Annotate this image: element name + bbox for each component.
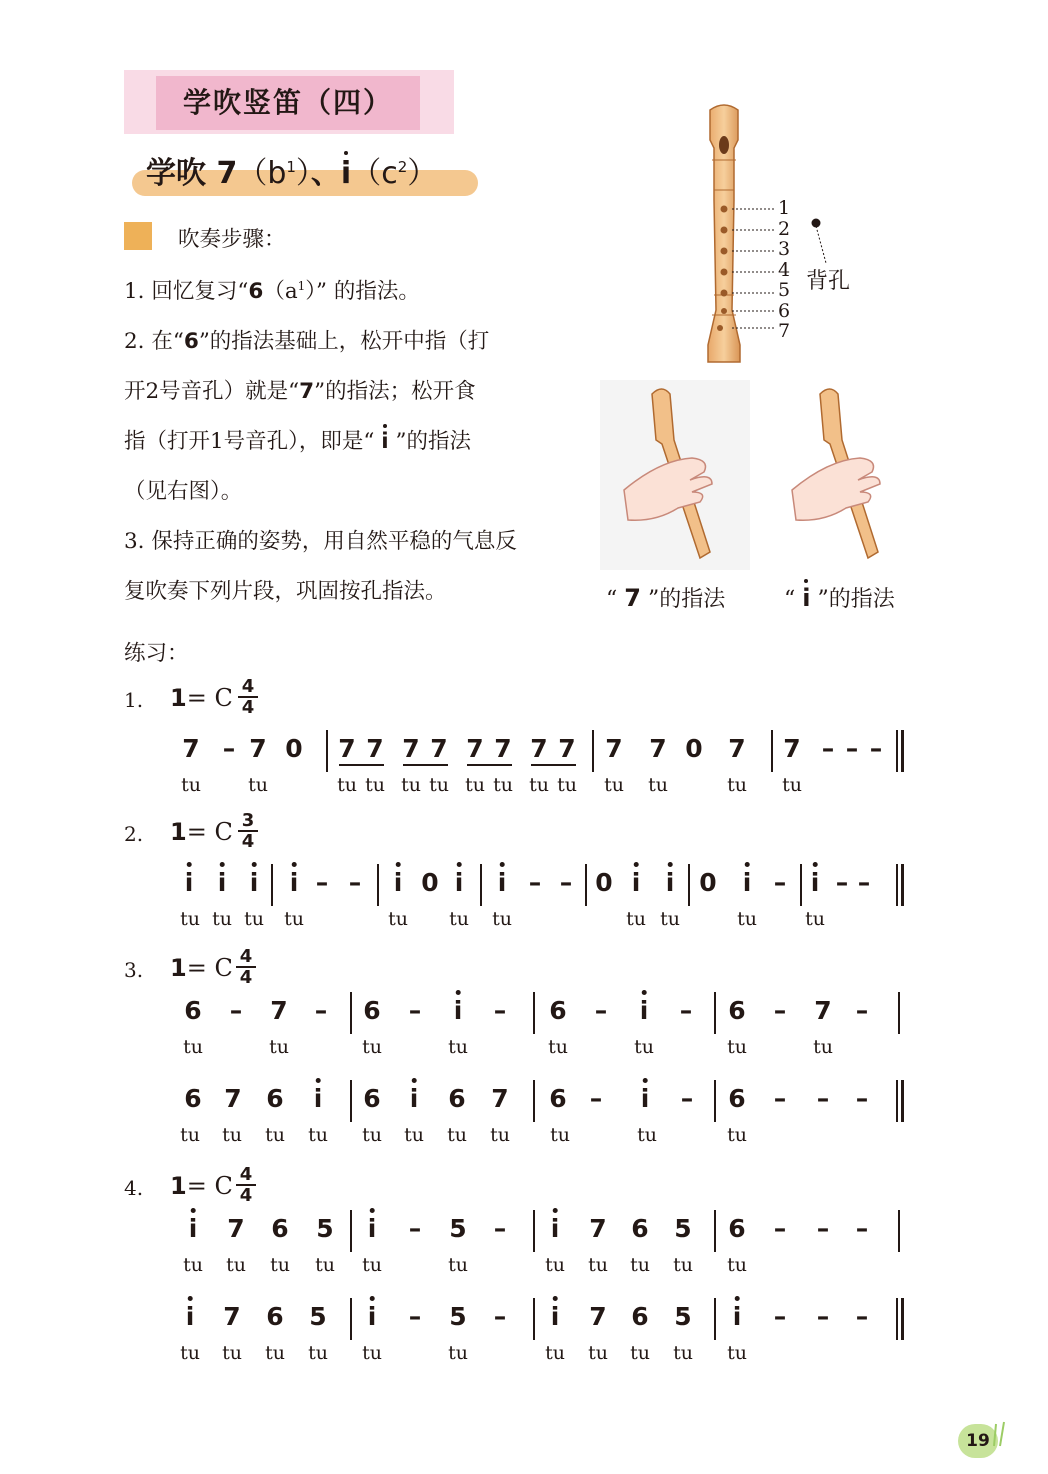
dash-note: – [855, 996, 869, 1025]
hole-number: 2 [778, 217, 791, 240]
exercise-3-key: 1= C [170, 954, 233, 982]
jianpu-note: i [665, 868, 675, 897]
jianpu-note: i [184, 868, 194, 897]
barline [350, 992, 352, 1034]
barline-final [901, 1298, 904, 1340]
dash-note: – [773, 1302, 787, 1331]
syllable-tu: tu [737, 908, 757, 930]
exercise-4-key: 1= C [170, 1172, 233, 1200]
jianpu-note: 0 [595, 868, 613, 897]
jianpu-note: i [550, 1214, 560, 1243]
barline [714, 1080, 716, 1122]
syllable-tu: tu [183, 1036, 203, 1058]
jianpu-note: 0 [285, 734, 303, 763]
dash-note: – [816, 1302, 830, 1331]
syllable-tu: tu [550, 1124, 570, 1146]
syllable-tu: tu [180, 1342, 200, 1364]
jianpu-note: 0 [421, 868, 439, 897]
jianpu-note: i [367, 1302, 377, 1331]
dash-note: – [680, 1084, 694, 1113]
jianpu-note: 7 [491, 1084, 509, 1113]
syllable-tu: tu [270, 1254, 290, 1276]
syllable-tu: tu [362, 1254, 382, 1276]
syllable-tu: tu [180, 1124, 200, 1146]
jianpu-note: 7 [783, 734, 801, 763]
jianpu-note: 6 [184, 996, 202, 1025]
barline [533, 1298, 535, 1340]
barline [714, 1298, 716, 1340]
jianpu-note: 5 [309, 1302, 327, 1331]
dash-note: – [222, 734, 236, 763]
jianpu-note: i [550, 1302, 560, 1331]
jianpu-note: 6 [549, 996, 567, 1025]
dash-note: – [773, 996, 787, 1025]
dash-note: – [855, 1214, 869, 1243]
hole-number: 1 [778, 197, 791, 219]
barline [480, 864, 482, 906]
exercise-2-time-signature: 3 4 [238, 812, 258, 850]
eighth-underline [531, 764, 576, 766]
step-2-line-1: 2. 在“6”的指法基础上，松开中指（打 [124, 329, 490, 354]
steps-heading: 吹奏步骤： [178, 227, 286, 252]
syllable-tu: tu [492, 908, 512, 930]
jianpu-note: 6 [363, 1084, 381, 1113]
syllable-tu: tu [782, 774, 802, 796]
syllable-tu: tu [183, 1254, 203, 1276]
exercise-3-time-signature: 4 4 [236, 948, 256, 986]
syllable-tu: tu [181, 774, 201, 796]
dash-note: – [559, 868, 573, 897]
syllable-tu: tu [401, 774, 421, 796]
syllable-tu: tu [493, 774, 513, 796]
jianpu-note: 7 [605, 734, 623, 763]
jianpu-note: 6 [448, 1084, 466, 1113]
jianpu-note: 6 [631, 1214, 649, 1243]
syllable-tu: tu [465, 774, 485, 796]
jianpu-note: 7 [589, 1214, 607, 1243]
hole-number: 3 [778, 238, 791, 260]
step-2-line-2: 开2号音孔）就是“7”的指法；松开食 [124, 379, 476, 404]
syllable-tu: tu [388, 908, 408, 930]
dash-note: – [408, 1302, 422, 1331]
jianpu-note: 6 [184, 1084, 202, 1113]
dash-note: – [528, 868, 542, 897]
jianpu-note: 7 [814, 996, 832, 1025]
dash-note: – [408, 996, 422, 1025]
dash-note: – [314, 996, 328, 1025]
jianpu-note: 7 [223, 1302, 241, 1331]
syllable-tu: tu [308, 1342, 328, 1364]
page-number: 19 [958, 1424, 998, 1458]
dash-note: – [408, 1214, 422, 1243]
jianpu-note: 7 [430, 734, 448, 763]
dash-note: – [229, 996, 243, 1025]
jianpu-note: 7 [649, 734, 667, 763]
jianpu-note: 7 [402, 734, 420, 763]
jianpu-note: 7 [224, 1084, 242, 1113]
jianpu-note: 6 [728, 1214, 746, 1243]
jianpu-note: 7 [530, 734, 548, 763]
jianpu-note: 0 [699, 868, 717, 897]
syllable-tu: tu [447, 1124, 467, 1146]
syllable-tu: tu [449, 908, 469, 930]
eighth-underline [339, 764, 384, 766]
eighth-underline [467, 764, 512, 766]
dash-note: – [315, 868, 329, 897]
dash-note: – [816, 1214, 830, 1243]
caption-fingering-i: “ i ”的指法 [784, 584, 895, 612]
subtitle: 学吹 $7(b^1)$、$i(c^2)$ [146, 156, 438, 191]
dash-note: – [348, 868, 362, 897]
syllable-tu: tu [548, 1036, 568, 1058]
dash-note: – [855, 1302, 869, 1331]
jianpu-note: 6 [631, 1302, 649, 1331]
jianpu-note: i [810, 868, 820, 897]
barline [533, 992, 535, 1034]
barline-final [901, 730, 904, 772]
syllable-tu: tu [248, 774, 268, 796]
barline [896, 864, 898, 906]
step-3-line-1: 3. 保持正确的姿势，用自然平稳的气息反 [124, 529, 517, 554]
hole-number: 7 [778, 320, 791, 342]
jianpu-note: i [409, 1084, 419, 1113]
jianpu-note: 5 [449, 1214, 467, 1243]
jianpu-note: i [188, 1214, 198, 1243]
syllable-tu: tu [727, 1124, 747, 1146]
jianpu-note: i [249, 868, 259, 897]
barline [585, 864, 587, 906]
jianpu-note: i [497, 868, 507, 897]
jianpu-note: i [639, 996, 649, 1025]
syllable-tu: tu [429, 774, 449, 796]
jianpu-note: i [732, 1302, 742, 1331]
jianpu-note: 5 [674, 1302, 692, 1331]
dash-note: – [835, 868, 849, 897]
barline [533, 1080, 535, 1122]
jianpu-note: 6 [271, 1214, 289, 1243]
barline [898, 1210, 900, 1252]
hole-number: 6 [778, 299, 791, 322]
dash-note: – [845, 734, 859, 763]
syllable-tu: tu [529, 774, 549, 796]
dash-note: – [857, 868, 871, 897]
barline [896, 730, 898, 772]
barline-final [901, 1080, 904, 1122]
dash-note: – [493, 1214, 507, 1243]
jianpu-note: 7 [249, 734, 267, 763]
jianpu-note: 6 [266, 1084, 284, 1113]
jianpu-note: 7 [558, 734, 576, 763]
exercise-3-number: 3. [124, 958, 144, 982]
syllable-tu: tu [490, 1124, 510, 1146]
jianpu-note: i [313, 1084, 323, 1113]
dash-note: – [594, 996, 608, 1025]
jianpu-note: 5 [674, 1214, 692, 1243]
dash-note: – [816, 1084, 830, 1113]
dash-note: – [773, 868, 787, 897]
jianpu-note: i [640, 1084, 650, 1113]
syllable-tu: tu [222, 1124, 242, 1146]
syllable-tu: tu [673, 1342, 693, 1364]
jianpu-note: 6 [266, 1302, 284, 1331]
jianpu-note: 7 [227, 1214, 245, 1243]
jianpu-note: 7 [728, 734, 746, 763]
dash-note: – [821, 734, 835, 763]
barline [350, 1080, 352, 1122]
jianpu-note: 5 [316, 1214, 334, 1243]
exercise-2-key: 1= C [170, 818, 233, 846]
jianpu-note: 5 [449, 1302, 467, 1331]
jianpu-note: i [289, 868, 299, 897]
syllable-tu: tu [244, 908, 264, 930]
syllable-tu: tu [634, 1036, 654, 1058]
caption-fingering-7: “ 7 ”的指法 [606, 584, 726, 612]
exercise-4-time-signature: 4 4 [236, 1166, 256, 1204]
step-2-line-3: 指（打开1号音孔），即是“ i ”的指法 [124, 429, 471, 454]
barline [350, 1210, 352, 1252]
syllable-tu: tu [212, 908, 232, 930]
syllable-tu: tu [813, 1036, 833, 1058]
jianpu-note: 7 [494, 734, 512, 763]
jianpu-note: 7 [182, 734, 200, 763]
dash-note: – [493, 1302, 507, 1331]
syllable-tu: tu [362, 1036, 382, 1058]
dash-note: – [679, 996, 693, 1025]
syllable-tu: tu [448, 1036, 468, 1058]
barline [326, 730, 328, 772]
barline [533, 1210, 535, 1252]
barline [377, 864, 379, 906]
dash-note: – [855, 1084, 869, 1113]
jianpu-note: 6 [363, 996, 381, 1025]
snail-icon [990, 1418, 1010, 1448]
syllable-tu: tu [365, 774, 385, 796]
dash-note: – [589, 1084, 603, 1113]
syllable-tu: tu [265, 1342, 285, 1364]
exercise-2-number: 2. [124, 822, 144, 846]
syllable-tu: tu [630, 1254, 650, 1276]
syllable-tu: tu [727, 1342, 747, 1364]
barline [898, 992, 900, 1034]
step-3-line-2: 复吹奏下列片段，巩固按孔指法。 [124, 579, 447, 604]
hole-number: 4 [778, 258, 791, 281]
exercise-1-time-signature: 4 4 [238, 678, 258, 716]
jianpu-note: i [185, 1302, 195, 1331]
syllable-tu: tu [404, 1124, 424, 1146]
barline [592, 730, 594, 772]
jianpu-note: i [453, 996, 463, 1025]
jianpu-note: i [742, 868, 752, 897]
syllable-tu: tu [588, 1342, 608, 1364]
dash-note: – [773, 1214, 787, 1243]
dash-note: – [493, 996, 507, 1025]
barline [896, 1080, 898, 1122]
syllable-tu: tu [660, 908, 680, 930]
jianpu-note: 6 [549, 1084, 567, 1113]
exercise-1-number: 1. [124, 688, 144, 712]
syllable-tu: tu [222, 1342, 242, 1364]
syllable-tu: tu [545, 1254, 565, 1276]
syllable-tu: tu [545, 1342, 565, 1364]
barline [714, 992, 716, 1034]
syllable-tu: tu [308, 1124, 328, 1146]
jianpu-note: i [367, 1214, 377, 1243]
jianpu-note: i [454, 868, 464, 897]
syllable-tu: tu [269, 1036, 289, 1058]
barline [800, 864, 802, 906]
barline [896, 1298, 898, 1340]
syllable-tu: tu [448, 1342, 468, 1364]
jianpu-note: i [217, 868, 227, 897]
jianpu-note: i [631, 868, 641, 897]
jianpu-note: 7 [466, 734, 484, 763]
syllable-tu: tu [673, 1254, 693, 1276]
step-2-line-4: （见右图）。 [124, 479, 243, 504]
syllable-tu: tu [315, 1254, 335, 1276]
syllable-tu: tu [637, 1124, 657, 1146]
barline [714, 1210, 716, 1252]
jianpu-note: i [393, 868, 403, 897]
step-1: 1. 回忆复习“$6(a^1)$” 的指法。 [124, 278, 420, 304]
barline [350, 1298, 352, 1340]
barline [688, 864, 690, 906]
barline [771, 730, 773, 772]
jianpu-note: 7 [338, 734, 356, 763]
barline-final [901, 864, 904, 906]
jianpu-note: 7 [589, 1302, 607, 1331]
back-hole-label: 背孔 [806, 269, 851, 294]
syllable-tu: tu [557, 774, 577, 796]
jianpu-note: 7 [366, 734, 384, 763]
syllable-tu: tu [626, 908, 646, 930]
exercise-1-key: 1= C [170, 684, 233, 712]
exercise-4-number: 4. [124, 1176, 144, 1200]
practice-label: 练习： [124, 641, 189, 666]
syllable-tu: tu [727, 1254, 747, 1276]
syllable-tu: tu [448, 1254, 468, 1276]
syllable-tu: tu [362, 1124, 382, 1146]
hole-number: 5 [778, 279, 791, 301]
eighth-underline [403, 764, 448, 766]
syllable-tu: tu [727, 774, 747, 796]
syllable-tu: tu [337, 774, 357, 796]
jianpu-note: 6 [728, 996, 746, 1025]
dash-note: – [773, 1084, 787, 1113]
syllable-tu: tu [648, 774, 668, 796]
jianpu-note: 6 [728, 1084, 746, 1113]
syllable-tu: tu [226, 1254, 246, 1276]
dash-note: – [869, 734, 883, 763]
syllable-tu: tu [284, 908, 304, 930]
syllable-tu: tu [362, 1342, 382, 1364]
jianpu-note: 0 [685, 734, 703, 763]
syllable-tu: tu [727, 1036, 747, 1058]
syllable-tu: tu [630, 1342, 650, 1364]
syllable-tu: tu [180, 908, 200, 930]
syllable-tu: tu [588, 1254, 608, 1276]
page-title: 学吹竖笛（四） [182, 86, 393, 119]
barline [271, 864, 273, 906]
jianpu-note: 7 [270, 996, 288, 1025]
syllable-tu: tu [805, 908, 825, 930]
syllable-tu: tu [604, 774, 624, 796]
syllable-tu: tu [265, 1124, 285, 1146]
